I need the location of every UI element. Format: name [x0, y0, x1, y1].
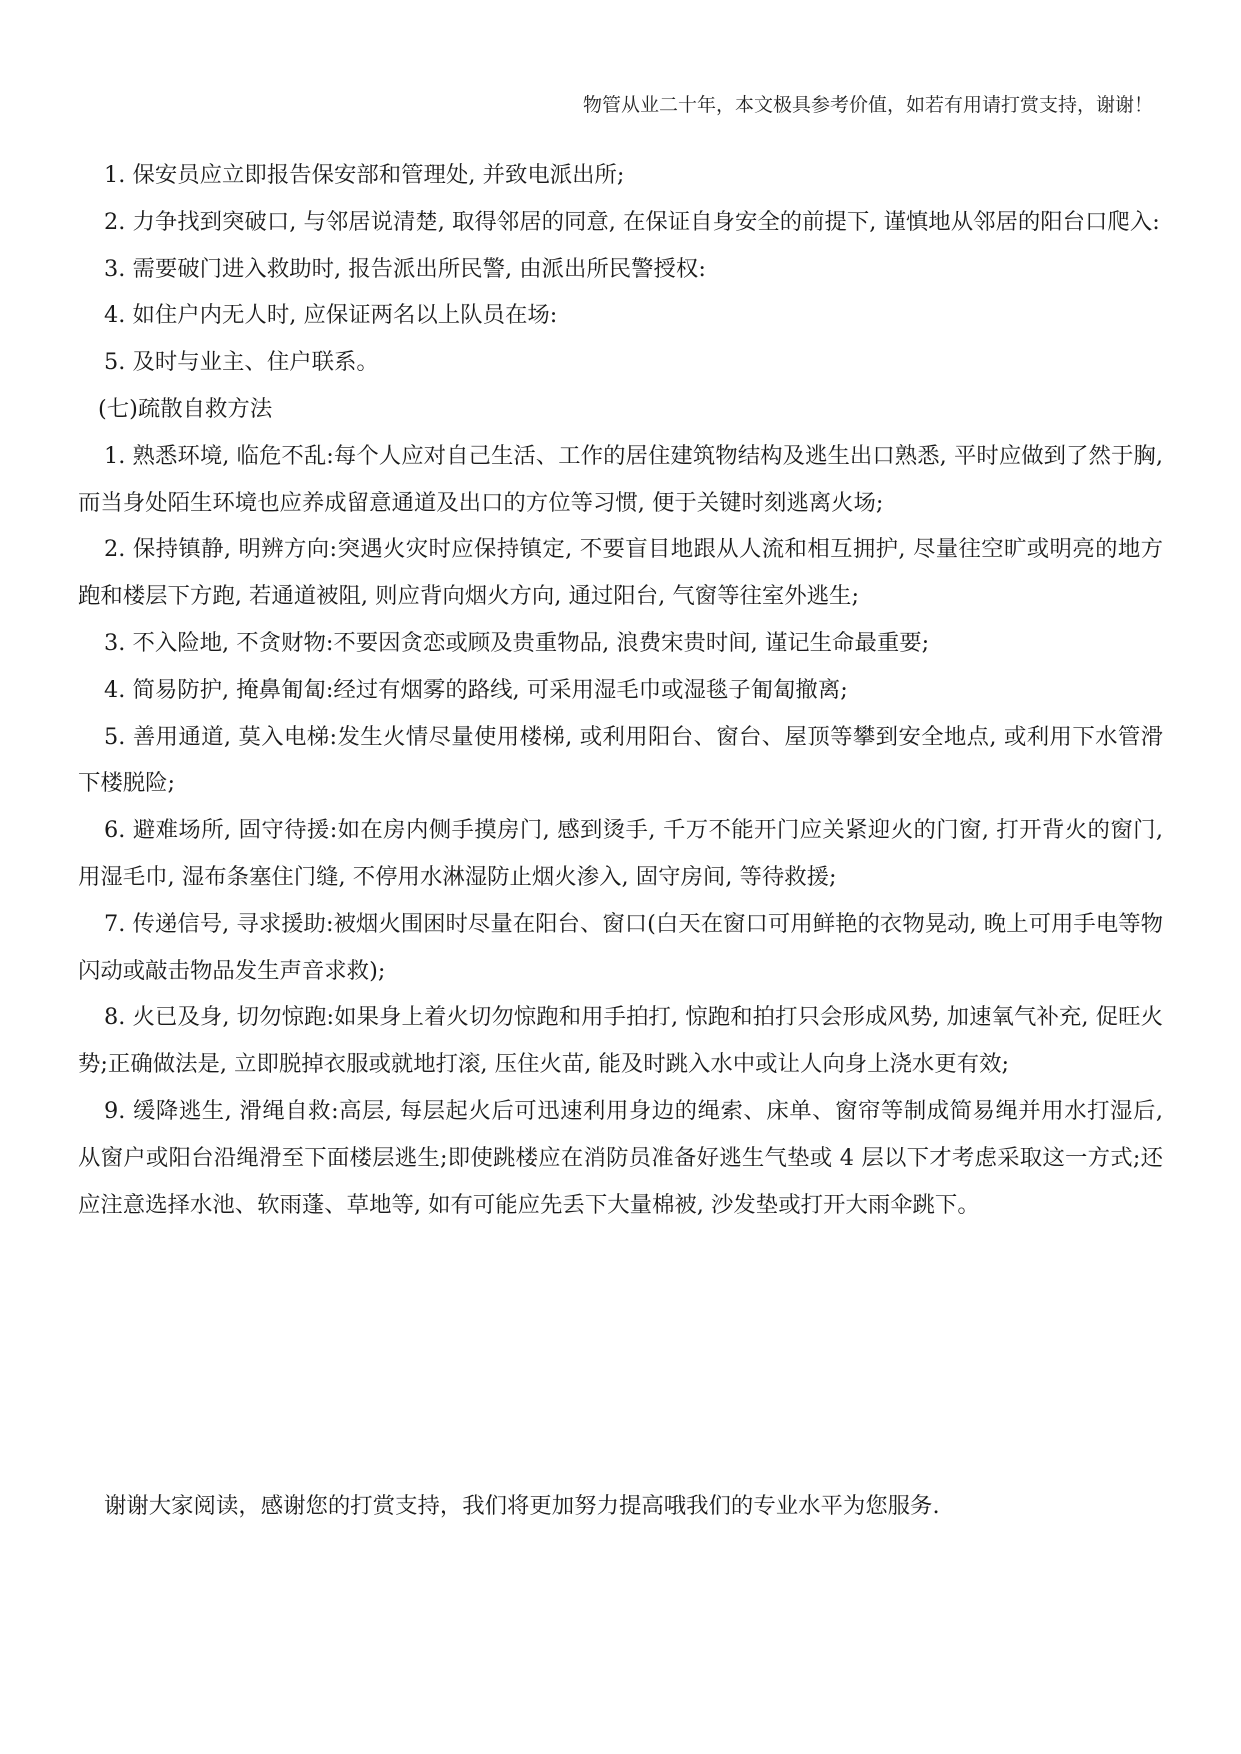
paragraph: 5. 及时与业主、住户联系。	[104, 349, 379, 376]
paragraph: 2. 保持镇静, 明辨方向:突遇火灾时应保持镇定, 不要盲目地跟从人流和相互拥护, 尽量往空旷或明亮的地方跑和楼层下方跑, 若通道被阻, 则应背向烟火方向, 通过阳台, 气窗等往室外逃生;	[78, 536, 1163, 610]
header-note: 物管从业二十年，本文极具参考价值，如若有用请打赏支持，谢谢！	[582, 94, 1153, 116]
paragraph: 9. 缓降逃生, 滑绳自救:高层, 每层起火后可迅速利用身边的绳索、床单、窗帘等制成简易绳并用水打湿后, 从窗户或阳台沿绳滑至下面楼层逃生;即使跳楼应在消防员准备好逃生气垫或 4 层以下才考虑采取这一方式;还应注意选择水池、软雨蓬、草地等, 如有可能应先丢下大量棉被, 沙发垫或打开大雨伞跳下。	[78, 1097, 1163, 1218]
document-body	[78, 152, 1163, 1228]
paragraph: 8. 火已及身, 切勿惊跑:如果身上着火切勿惊跑和用手拍打, 惊跑和拍打只会形成风势, 加速氧气补充, 促旺火势;正确做法是, 立即脱掉衣服或就地打滚, 压住火苗, 能及时跳入水中或让人向身上浇水更有效;	[78, 1004, 1163, 1078]
section-heading: (七)疏散自救方法	[98, 395, 273, 422]
paragraph: 1. 熟悉环境, 临危不乱:每个人应对自己生活、工作的居住建筑物结构及逃生出口熟悉, 平时应做到了然于胸, 而当身处陌生环境也应养成留意通道及出口的方位等习惯, 便于关键时刻逃离火场;	[78, 442, 1163, 516]
paragraph: 3. 不入险地, 不贪财物:不要因贪恋或顾及贵重物品, 浪费宋贵时间, 谨记生命最重要;	[104, 629, 930, 656]
paragraph: 6. 避难场所, 固守待援:如在房内侧手摸房门, 感到烫手, 千万不能开门应关紧迎火的门窗, 打开背火的窗门, 用湿毛巾, 湿布条塞住门缝, 不停用水淋湿防止烟火渗入, 固守房间, 等待救援;	[78, 817, 1163, 890]
closing-note: 谢谢大家阅读，感谢您的打赏支持，我们将更加努力提高哦我们的专业水平为您服务.	[104, 1493, 940, 1519]
paragraph: 4. 如住户内无人时, 应保证两名以上队员在场:	[104, 302, 558, 329]
paragraph: 7. 传递信号, 寻求援助:被烟火围困时尽量在阳台、窗口(白天在窗口可用鲜艳的衣物晃动, 晚上可用手电等物闪动或敲击物品发生声音求救);	[78, 910, 1163, 984]
paragraph: 4. 简易防护, 掩鼻匍匐:经过有烟雾的路线, 可采用湿毛巾或湿毯子匍匐撤离;	[104, 676, 848, 703]
paragraph: 3. 需要破门进入救助时, 报告派出所民警, 由派出所民警授权:	[104, 255, 706, 282]
paragraph: 2. 力争找到突破口, 与邻居说清楚, 取得邻居的同意, 在保证自身安全的前提下, 谨慎地从邻居的阳台口爬入:	[104, 208, 1160, 235]
paragraph: 1. 保安员应立即报告保安部和管理处, 并致电派出所;	[104, 162, 625, 188]
paragraph: 5. 善用通道, 莫入电梯:发生火情尽量使用楼梯, 或利用阳台、窗台、屋顶等攀到安全地点, 或利用下水管滑下楼脱险;	[78, 723, 1163, 797]
